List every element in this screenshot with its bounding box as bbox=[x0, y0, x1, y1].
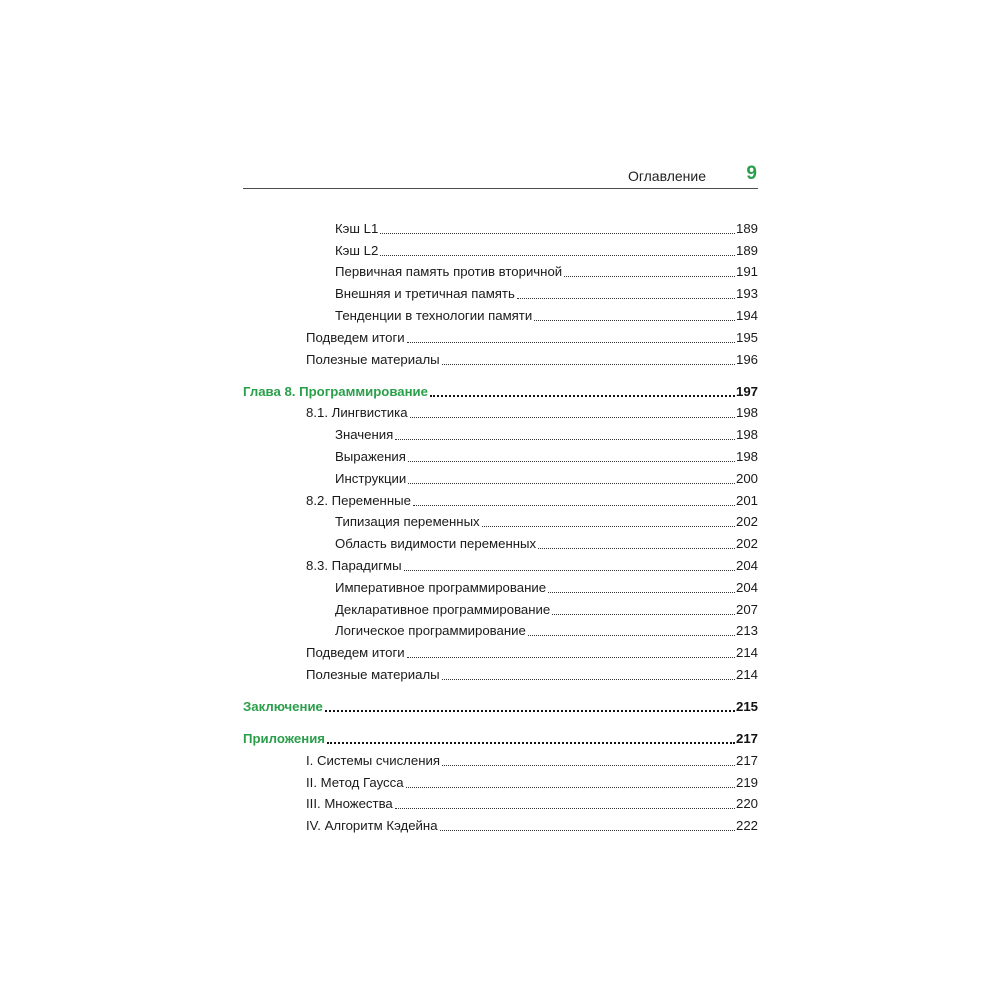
toc-entry-page: 191 bbox=[735, 264, 758, 280]
table-of-contents bbox=[243, 215, 758, 834]
header-title: Оглавление bbox=[627, 168, 706, 184]
toc-entry bbox=[243, 812, 758, 834]
toc-entry-page: 215 bbox=[735, 698, 758, 714]
toc-entry-title: Кэш L2 bbox=[335, 242, 379, 258]
toc-entry-title: Инструкции bbox=[335, 470, 407, 486]
toc-entry-title: Приложения bbox=[243, 730, 326, 746]
toc-entry-title: 8.3. Парадигмы bbox=[306, 557, 402, 573]
running-header bbox=[243, 160, 758, 189]
dot-leader bbox=[430, 394, 735, 397]
dot-leader bbox=[442, 363, 735, 365]
toc-entry-page: 219 bbox=[735, 774, 758, 790]
dot-leader bbox=[517, 297, 735, 299]
toc-entry-page: 200 bbox=[735, 470, 758, 486]
toc-chapter-entry bbox=[243, 725, 758, 747]
toc-entry bbox=[243, 791, 758, 813]
toc-entry bbox=[243, 465, 758, 487]
toc-entry-page: 194 bbox=[735, 307, 758, 323]
toc-entry-title: Глава 8. Программирование bbox=[243, 383, 428, 399]
dot-leader bbox=[407, 341, 735, 343]
toc-entry-title: Логическое программирование bbox=[335, 623, 526, 639]
dot-leader bbox=[440, 829, 735, 831]
toc-entry bbox=[243, 400, 758, 422]
toc-entry bbox=[243, 574, 758, 596]
toc-entry-page: 198 bbox=[735, 427, 758, 443]
toc-entry-page: 202 bbox=[735, 536, 758, 552]
toc-entry-title: I. Системы счисления bbox=[306, 752, 441, 768]
toc-entry-title: Первичная память против вторичной bbox=[335, 264, 563, 280]
dot-leader bbox=[327, 741, 735, 744]
toc-entry-page: 189 bbox=[735, 242, 758, 258]
dot-leader bbox=[564, 275, 735, 277]
toc-entry bbox=[243, 530, 758, 552]
toc-entry bbox=[243, 215, 758, 237]
toc-entry bbox=[243, 661, 758, 683]
toc-entry bbox=[243, 618, 758, 640]
dot-leader bbox=[380, 254, 735, 256]
dot-leader bbox=[548, 591, 735, 593]
toc-entry-page: 222 bbox=[735, 818, 758, 834]
toc-entry-title: Выражения bbox=[335, 448, 406, 464]
toc-entry-page: 193 bbox=[735, 286, 758, 302]
toc-entry-title: Заключение bbox=[243, 698, 323, 714]
toc-chapter-entry bbox=[243, 693, 758, 715]
toc-entry-page: 220 bbox=[735, 796, 758, 812]
toc-entry-page: 202 bbox=[735, 514, 758, 530]
dot-leader bbox=[442, 764, 735, 766]
toc-entry-page: 213 bbox=[735, 623, 758, 639]
toc-entry bbox=[243, 259, 758, 281]
toc-entry-title: Императивное программирование bbox=[335, 579, 547, 595]
dot-leader bbox=[325, 709, 735, 712]
toc-entry-page: 198 bbox=[735, 405, 758, 421]
dot-leader bbox=[552, 613, 735, 615]
toc-entry-title: Подведем итоги bbox=[306, 645, 405, 661]
toc-entry bbox=[243, 421, 758, 443]
dot-leader bbox=[404, 569, 735, 571]
toc-entry bbox=[243, 487, 758, 509]
toc-entry-page: 195 bbox=[735, 329, 758, 345]
toc-entry bbox=[243, 596, 758, 618]
dot-leader bbox=[534, 319, 735, 321]
dot-leader bbox=[528, 634, 735, 636]
toc-entry-title: Внешняя и третичная память bbox=[335, 286, 515, 302]
dot-leader bbox=[408, 460, 735, 462]
dot-leader bbox=[395, 807, 735, 809]
toc-entry-title: Подведем итоги bbox=[306, 329, 405, 345]
toc-entry-page: 198 bbox=[735, 448, 758, 464]
dot-leader bbox=[538, 547, 735, 549]
toc-entry-page: 197 bbox=[735, 383, 758, 399]
dot-leader bbox=[408, 482, 735, 484]
toc-entry bbox=[243, 747, 758, 769]
toc-entry bbox=[243, 769, 758, 791]
toc-entry-page: 204 bbox=[735, 557, 758, 573]
toc-entry-page: 217 bbox=[735, 752, 758, 768]
page-number: 9 bbox=[746, 163, 757, 184]
dot-leader bbox=[380, 232, 735, 234]
toc-entry bbox=[243, 639, 758, 661]
dot-leader bbox=[406, 786, 735, 788]
toc-entry bbox=[243, 237, 758, 259]
toc-entry bbox=[243, 443, 758, 465]
toc-entry-title: II. Метод Гаусса bbox=[306, 774, 404, 790]
toc-entry bbox=[243, 280, 758, 302]
toc-entry-title: Декларативное программирование bbox=[335, 601, 551, 617]
toc-entry-page: 214 bbox=[735, 666, 758, 682]
toc-entry-page: 217 bbox=[735, 730, 758, 746]
toc-entry-page: 214 bbox=[735, 645, 758, 661]
toc-entry-title: IV. Алгоритм Кэдейна bbox=[306, 818, 438, 834]
toc-entry-page: 201 bbox=[735, 492, 758, 508]
toc-entry-title: Кэш L1 bbox=[335, 220, 379, 236]
toc-entry-title: Полезные материалы bbox=[306, 666, 440, 682]
toc-entry-title: Область видимости переменных bbox=[335, 536, 537, 552]
dot-leader bbox=[442, 678, 735, 680]
dot-leader bbox=[482, 525, 735, 527]
toc-entry bbox=[243, 346, 758, 368]
toc-entry-title: III. Множества bbox=[306, 796, 393, 812]
toc-entry-page: 207 bbox=[735, 601, 758, 617]
dot-leader bbox=[413, 504, 735, 506]
toc-entry-title: Тенденции в технологии памяти bbox=[335, 307, 533, 323]
toc-entry-page: 204 bbox=[735, 579, 758, 595]
toc-entry-title: Полезные материалы bbox=[306, 351, 440, 367]
toc-entry-title: Значения bbox=[335, 427, 394, 443]
toc-entry bbox=[243, 302, 758, 324]
dot-leader bbox=[407, 656, 735, 658]
toc-entry-page: 196 bbox=[735, 351, 758, 367]
toc-entry bbox=[243, 509, 758, 531]
toc-entry bbox=[243, 324, 758, 346]
toc-entry-title: 8.1. Лингвистика bbox=[306, 405, 408, 421]
toc-entry-title: 8.2. Переменные bbox=[306, 492, 411, 508]
toc-entry bbox=[243, 552, 758, 574]
toc-entry-title: Типизация переменных bbox=[335, 514, 480, 530]
toc-entry-page: 189 bbox=[735, 220, 758, 236]
toc-chapter-entry bbox=[243, 378, 758, 400]
dot-leader bbox=[395, 438, 735, 440]
dot-leader bbox=[410, 416, 735, 418]
